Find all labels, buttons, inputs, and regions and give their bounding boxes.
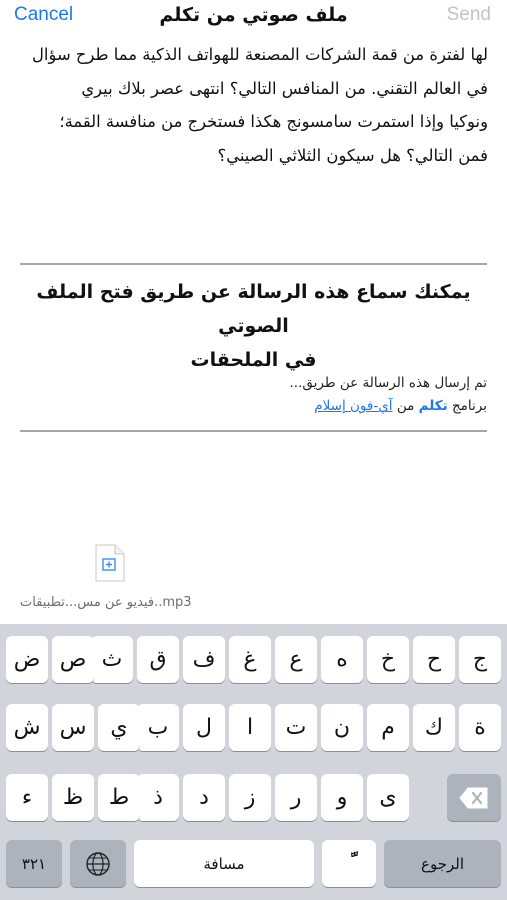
audio-notice-line: في الملحقات [190,349,317,371]
key[interactable]: ط [98,774,140,821]
key[interactable]: ش [6,704,48,751]
key[interactable]: ه [321,636,363,683]
space-key[interactable]: مسافة [134,840,314,887]
key[interactable]: ب [137,704,179,751]
developer-link[interactable]: آي-فون إسلام [314,398,393,414]
key[interactable]: ك [413,704,455,751]
message-line: لها لفترة من قمة الشركات المصنعة للهواتف الذكية مما طرح سؤال [32,45,488,64]
message-line: فمن التالي؟ هل سيكون الثلاثي الصيني؟ [217,145,488,165]
app-name-link[interactable]: تكلم [418,398,448,414]
message-line: في العالم التقني. من المنافس التالي؟ انتهى عصر بلاك بيري [81,78,488,98]
navigation-bar [0,0,507,36]
key[interactable]: خ [367,636,409,683]
key[interactable]: ي [98,704,140,751]
delete-key[interactable] [447,774,501,821]
key[interactable]: ث [91,636,133,683]
key[interactable]: ع [275,636,317,683]
key[interactable]: ن [321,704,363,751]
key[interactable]: ة [459,704,501,751]
cancel-button[interactable]: Cancel [14,4,74,25]
signature [20,372,487,418]
key[interactable]: ج [459,636,501,683]
divider [20,263,487,265]
signature-program-line [20,395,487,418]
page-title: ملف صوتي من تكلم [159,4,348,26]
key[interactable]: ذ [137,774,179,821]
key[interactable]: د [183,774,225,821]
key[interactable]: و [321,774,363,821]
globe-key[interactable] [70,840,126,887]
send-button[interactable]: Send [446,4,491,25]
key[interactable]: ص [52,636,94,683]
sent-via-text: تم إرسال هذه الرسالة عن طريق... [289,375,487,391]
key[interactable]: ظ [52,774,94,821]
globe-icon [85,851,111,877]
divider [20,430,487,432]
key[interactable]: ر [275,774,317,821]
key[interactable]: ت [275,704,317,751]
delete-icon [459,787,489,809]
key[interactable]: ى [367,774,409,821]
key[interactable]: ض [6,636,48,683]
key[interactable]: س [52,704,94,751]
return-key[interactable]: الرجوع [384,840,501,887]
from-label: من [396,398,415,414]
key[interactable]: ء [6,774,48,821]
audio-file-icon[interactable] [95,544,125,582]
program-label: برنامج [451,398,487,414]
numbers-key[interactable]: ٣٢١ [6,840,62,887]
arabic-keyboard [0,624,507,900]
audio-notice-line: يمكنك سماع هذه الرسالة عن طريق فتح الملف الصوتي [36,281,471,337]
diacritic-key[interactable] [322,840,376,887]
key[interactable]: ح [413,636,455,683]
message-body[interactable] [20,38,488,172]
key[interactable]: غ [229,636,271,683]
key[interactable]: ق [137,636,179,683]
key[interactable]: م [367,704,409,751]
message-line: ونوكيا وإذا استمرت سامسونج هكذا فستخرج من منافسة القمة؛ [59,112,488,131]
audio-notice [20,275,487,377]
key[interactable]: ل [183,704,225,751]
attachment-filename[interactable]: فيديو عن مس...تطبيقات..mp3 [20,595,192,610]
key[interactable]: ز [229,774,271,821]
key[interactable]: ا [229,704,271,751]
key[interactable]: ف [183,636,225,683]
